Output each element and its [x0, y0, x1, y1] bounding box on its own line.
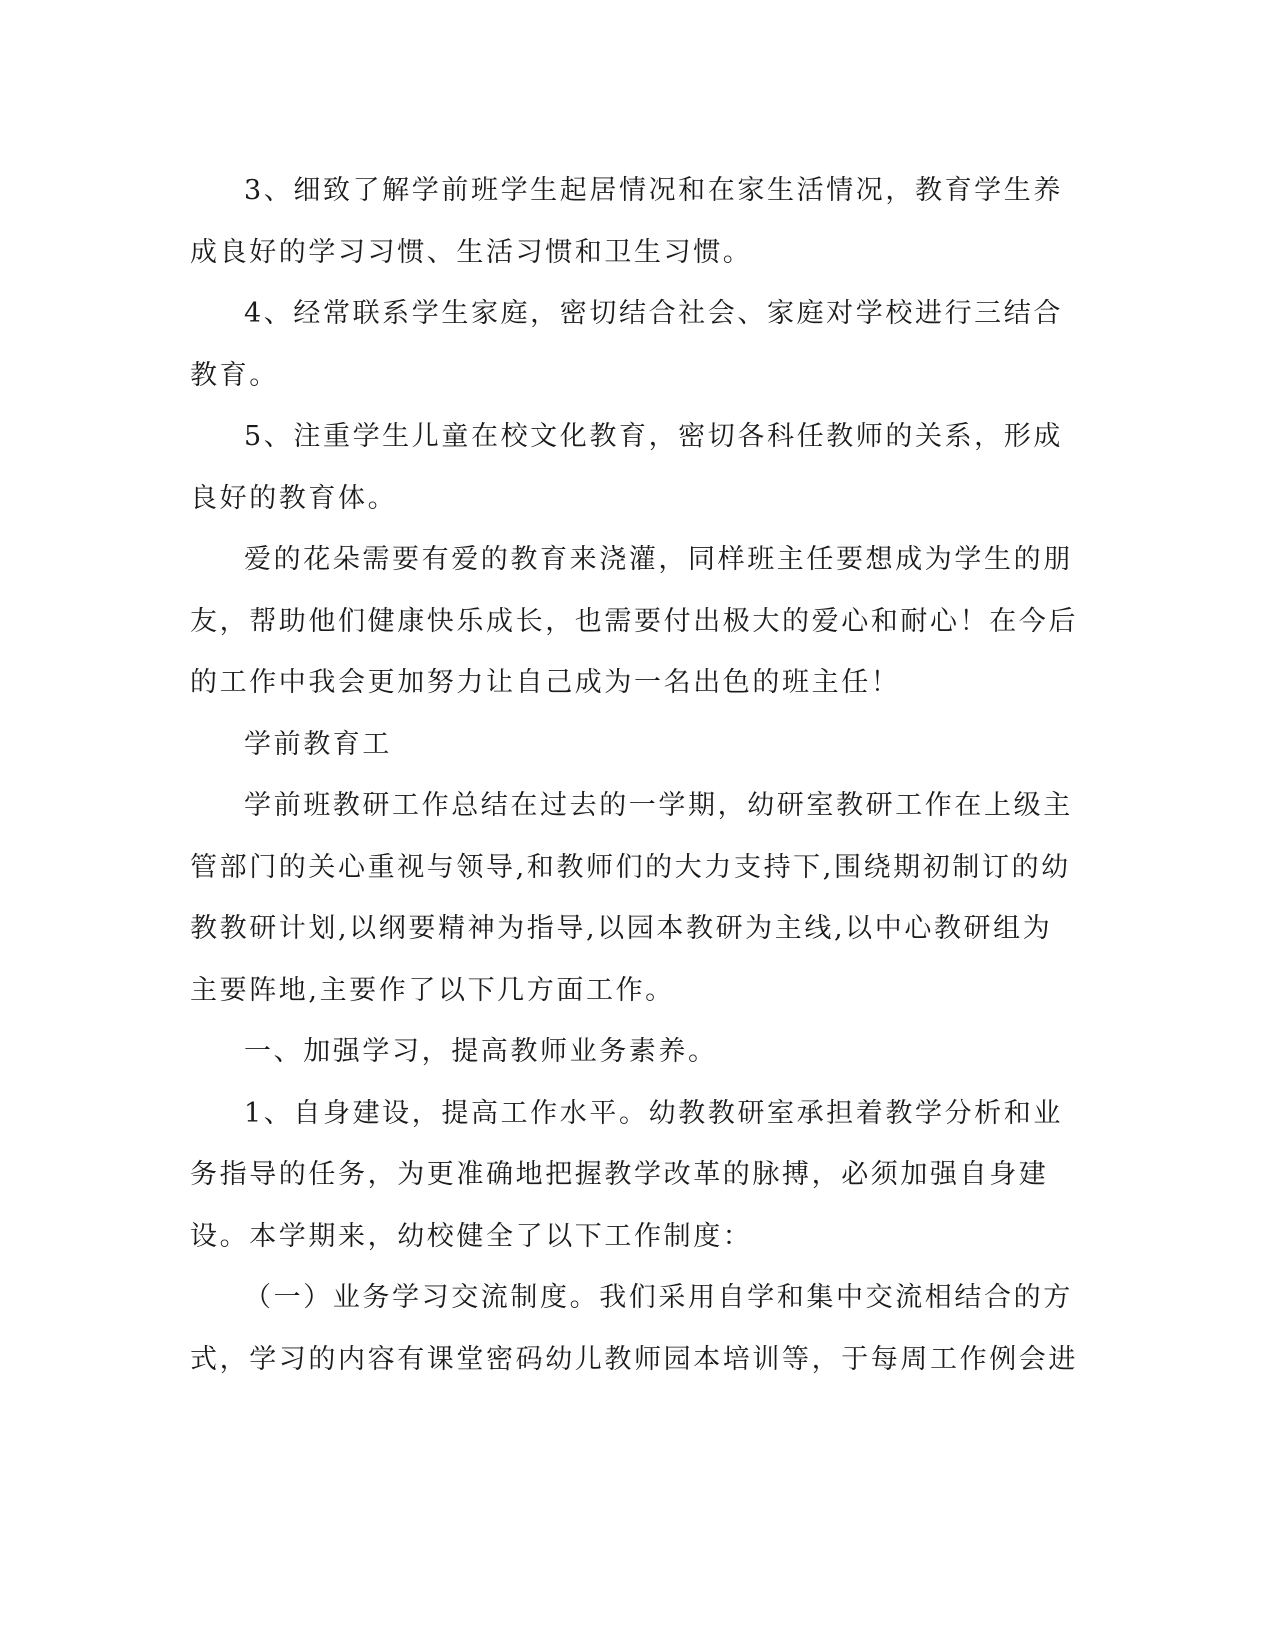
paragraph-study-system: （一）业务学习交流制度。我们采用自学和集中交流相结合的方式，学习的内容有课堂密码幼儿教师园本培训等，于每周工作例会进: [190, 1282, 1078, 1375]
paragraph-point-one: 一、加强学习，提高教师业务素养。: [244, 1036, 718, 1067]
paragraph-item-5: 5、注重学生儿童在校文化教育，密切各科任教师的关系，形成良好的教育体。: [190, 421, 1063, 514]
paragraph-item-3: 3、细致了解学前班学生起居情况和在家生活情况，教育学生养成良好的学习习惯、生活习惯和卫生习惯。: [190, 175, 1063, 268]
paragraph-item-4: 4、经常联系学生家庭，密切结合社会、家庭对学校进行三结合教育。: [190, 298, 1063, 391]
paragraph-summary-intro: 学前班教研工作总结在过去的一学期，幼研室教研工作在上级主管部门的关心重视与领导,和教师们的大力支持下,围绕期初制订的幼教教研计划,以纲要精神为指导,以园本教研为主线,以中心教研组为主要阵地,主要作了以下几方面工作。: [190, 790, 1073, 1006]
document-body: [190, 160, 1080, 1390]
paragraph-self-building: 1、自身建设，提高工作水平。幼教教研室承担着教学分析和业务指导的任务，为更准确地把握教学改革的脉搏，必须加强自身建设。本学期来，幼校健全了以下工作制度：: [190, 1097, 1063, 1252]
section-heading: 学前教育工: [244, 728, 392, 760]
paragraph-love: 爱的花朵需要有爱的教育来浇灌，同样班主任要想成为学生的朋友，帮助他们健康快乐成长，也需要付出极大的爱心和耐心！在今后的工作中我会更加努力让自己成为一名出色的班主任！: [190, 544, 1078, 698]
